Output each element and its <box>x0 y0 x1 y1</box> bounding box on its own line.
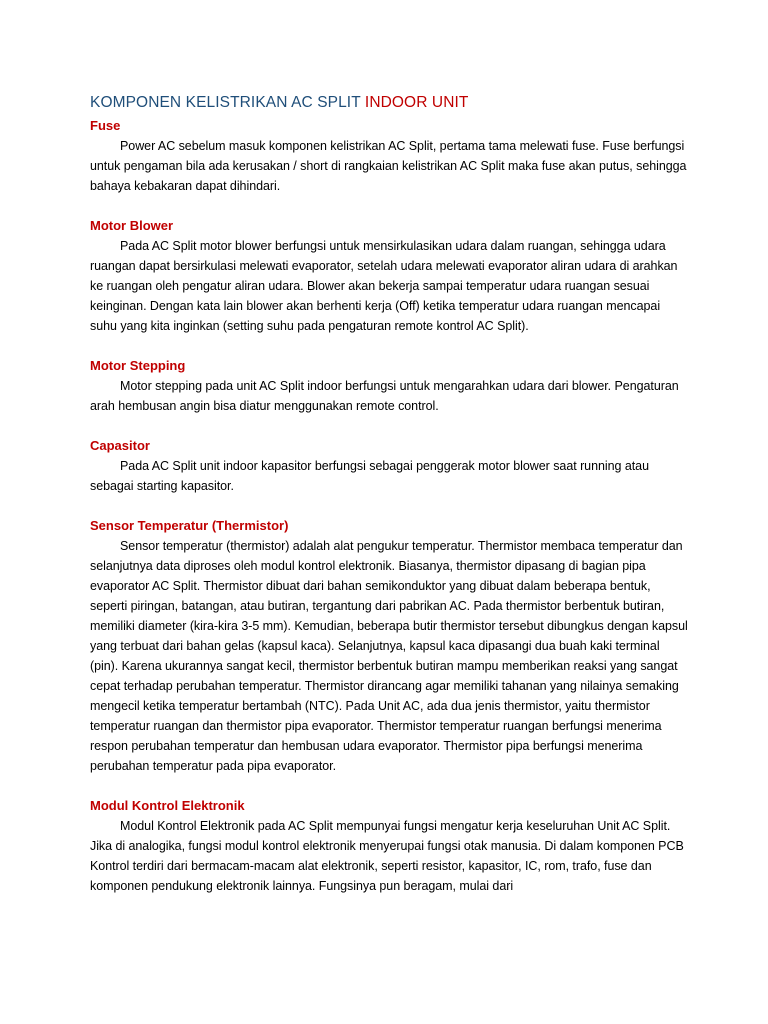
section-body: Sensor temperatur (thermistor) adalah alat pengukur temperatur. Thermistor membaca temperatur dan selanjutnya data diproses oleh modul kontrol elektronik. Biasanya, thermistor dipasang di bagian pipa evaporator AC Split. Thermistor dibuat dari bahan semikonduktor yang dibuat dalam beberapa bentuk, seperti piringan, batangan, atau butiran, tergantung dari pabrikan AC. Pada thermistor berbentuk butiran, memiliki diameter (kira-kira 3-5 mm). Kemudian, beberapa butir thermistor tersebut dibungkus dengan kapsul yang terbuat dari bahan gelas (kapsul kaca). Selanjutnya, kapsul kaca dipasangi dua buah kaki terminal (pin). Karena ukurannya sangat kecil, thermistor berbentuk butiran mampu memberikan reaksi yang sangat cepat terhadap perubahan temperatur. Thermistor dirancang agar memiliki tahanan yang nilainya semaking mengecil ketika temperatur bertambah (NTC). Pada Unit AC, ada dua jenis thermistor, yaitu thermistor temperatur ruangan dan thermistor pipa evaporator. Thermistor temperatur ruangan berfungsi menerima respon perubahan temperatur dan hembusan udara evaporator. Thermistor pipa berfungsi menerima perubahan temperatur pada pipa evaporator. <box>90 539 688 773</box>
section-heading: Motor Blower <box>90 218 174 233</box>
section-body: Motor stepping pada unit AC Split indoor berfungsi untuk mengarahkan udara dari blower. Pengaturan arah hembusan angin bisa diatur menggunakan remote control. <box>90 379 679 413</box>
section-fuse <box>90 116 690 196</box>
section-sensor-temperatur <box>90 516 690 776</box>
section-body: Pada AC Split motor blower berfungsi untuk mensirkulasikan udara dalam ruangan, sehingga udara ruangan dapat bersirkulasi melewati evaporator, setelah udara melewati evaporator aliran udara di arahkan ke ruangan oleh pengatur aliran udara. Blower akan bekerja sampai temperatur udara ruangan sesuai keinginan. Dengan kata lain blower akan berhenti kerja (Off) ketika temperatur udara ruangan mencapai suhu yang kita inginkan (setting suhu pada pengaturan remote kontrol AC Split). <box>90 239 678 333</box>
section-heading: Sensor Temperatur (Thermistor) <box>90 518 289 533</box>
section-motor-stepping <box>90 356 690 416</box>
section-heading: Motor Stepping <box>90 358 186 373</box>
section-body: Power AC sebelum masuk komponen kelistrikan AC Split, pertama tama melewati fuse. Fuse berfungsi untuk pengaman bila ada kerusakan / short di rangkaian kelistrikan AC Split maka fuse akan putus, sehingga bahaya kebakaran dapat dihindari. <box>90 139 687 193</box>
document-title <box>90 92 690 114</box>
section-heading: Capasitor <box>90 438 150 453</box>
section-modul-kontrol <box>90 796 690 896</box>
title-accent-text: INDOOR UNIT <box>364 94 469 111</box>
section-body: Modul Kontrol Elektronik pada AC Split mempunyai fungsi mengatur kerja keseluruhan Unit AC Split. Jika di analogika, fungsi modul kontrol elektronik menyerupai fungsi otak manusia. Di dalam komponen PCB Kontrol terdiri dari bermacam-macam alat elektronik, seperti resistor, kapasitor, IC, rom, trafo, fuse dan komponen pendukung elektronik lainnya. Fungsinya pun beragam, mulai dari <box>90 819 684 893</box>
section-body: Pada AC Split unit indoor kapasitor berfungsi sebagai penggerak motor blower saat running atau sebagai starting kapasitor. <box>90 459 649 493</box>
section-capasitor <box>90 436 690 496</box>
section-motor-blower <box>90 216 690 336</box>
section-heading: Modul Kontrol Elektronik <box>90 798 245 813</box>
document-page <box>90 92 690 916</box>
section-heading: Fuse <box>90 118 121 133</box>
title-main-text: KOMPONEN KELISTRIKAN AC SPLIT <box>90 94 365 111</box>
